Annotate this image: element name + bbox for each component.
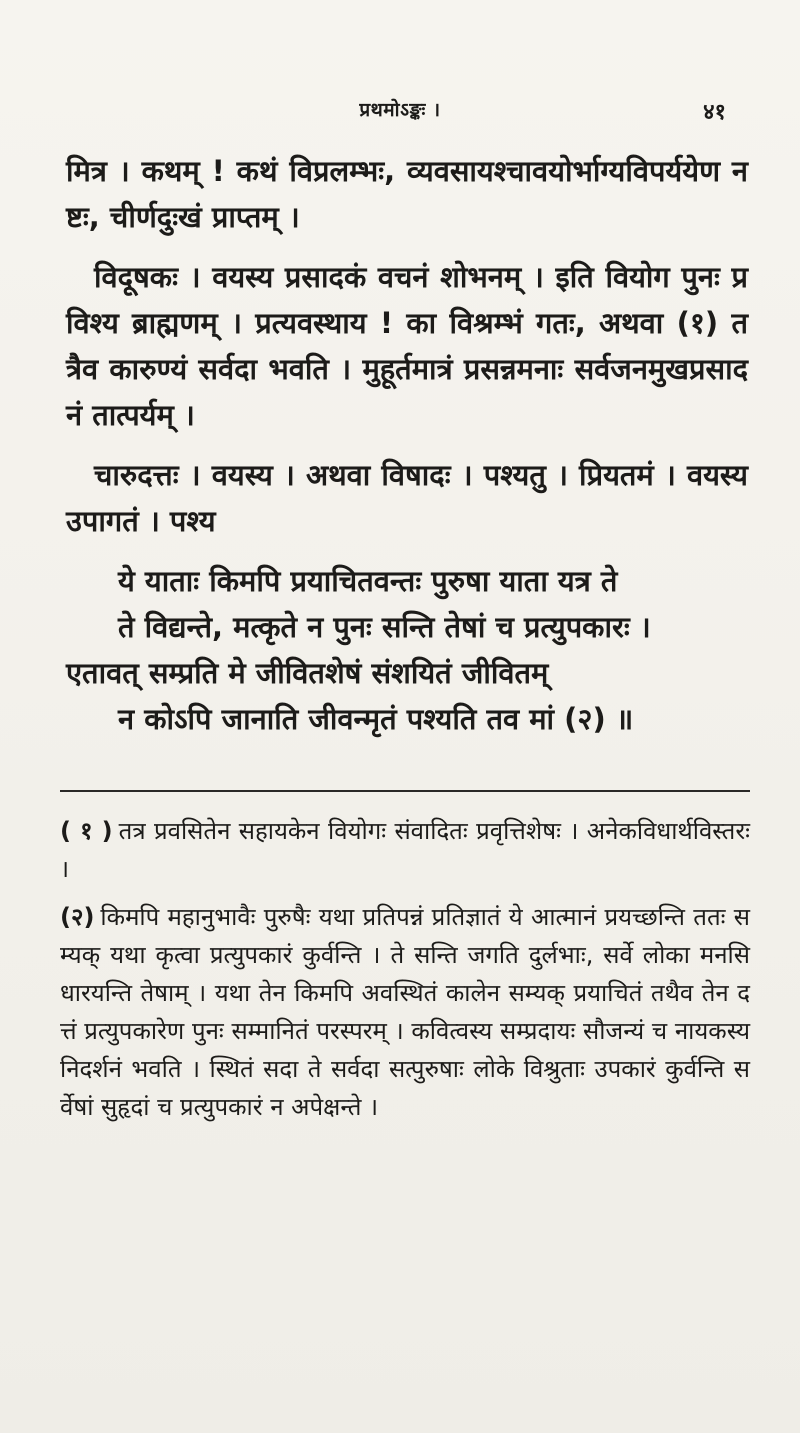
footnote-mark: ( १ ) xyxy=(60,817,113,845)
paragraph-1: मित्र । कथम् ! कथं विप्रलम्भः, व्यवसायश्चावयोर्भाग्यविपर्ययेण नष्टः, चीर्णदुःखं प्राप्तम् । xyxy=(66,154,748,234)
footnotes xyxy=(60,812,750,1136)
footnote-mark: (२) xyxy=(60,903,95,931)
footnote-2 xyxy=(60,898,750,1126)
verse-block xyxy=(66,558,748,742)
running-head: प्रथमोऽङ्कः । xyxy=(359,99,441,121)
verse-line-2: ते विद्यन्ते, मत्कृते न पुनः सन्ति तेषां च प्रत्युपकारः । xyxy=(118,610,651,644)
footnote-text: किमपि महानुभावैः पुरुषैः यथा प्रतिपन्नं प्रतिज्ञातं ये आत्मानं प्रयच्छन्ति ततः सम्यक् यथा कृत्वा प्रत्युपकारं कुर्वन्ति । ते सन्ति जगति दुर्लभाः, सर्वे लोका मनसि धारयन्ति तेषाम् । यथा तेन किमपि अवस्थितं कालेन सम्यक् प्रयाचितं तथैव तेन दत्तं प्रत्युपकारेण पुनः सम्मानितं परस्परम् । कवित्वस्य सम्प्रदायः सौजन्यं च नायकस्य निदर्शनं भवति । स्थितं सदा ते सर्वदा सत्पुरुषाः लोके विश्रुताः उपकारं कुर्वन्ति सर्वेषां सुहृदां च प्रत्युपकारं न अपेक्षन्ते । xyxy=(60,903,750,1121)
verse-line-4: न कोऽपि जानाति जीवन्मृतं पश्यति तव मां (२) ॥ xyxy=(118,702,634,736)
footnote-divider xyxy=(60,790,750,792)
main-text xyxy=(66,148,748,742)
verse-line-1: ये याताः किमपि प्रयाचितवन्तः पुरुषा याता यत्र ते xyxy=(118,564,618,598)
footnote-1 xyxy=(60,812,750,888)
paragraph-2: विदूषकः । वयस्य प्रसादकं वचनं शोभनम् । इति वियोग पुनः प्रविश्य ब्राह्मणम् । प्रत्यवस्थाय ! का विश्रम्भं गतः, अथवा (१) तत्रैव कारुण्यं सर्वदा भवति । मुहूर्तमात्रं प्रसन्नमनाः सर्वजनमुखप्रसादनं तात्पर्यम् । xyxy=(66,260,748,432)
paragraph-3: चारुदत्तः । वयस्य । अथवा विषादः । पश्यतु । प्रियतमं । वयस्य उपागतं । पश्य xyxy=(66,458,748,538)
verse-line-3: एतावत् सम्प्रति मे जीवितशेषं संशयितं जीवितम् xyxy=(66,656,549,690)
page-number: ४१ xyxy=(703,100,726,125)
page-header xyxy=(60,96,740,126)
footnote-text: तत्र प्रवसितेन सहायकेन वियोगः संवादितः प्रवृत्तिशेषः । अनेकविधार्थविस्तरः । xyxy=(60,817,750,883)
